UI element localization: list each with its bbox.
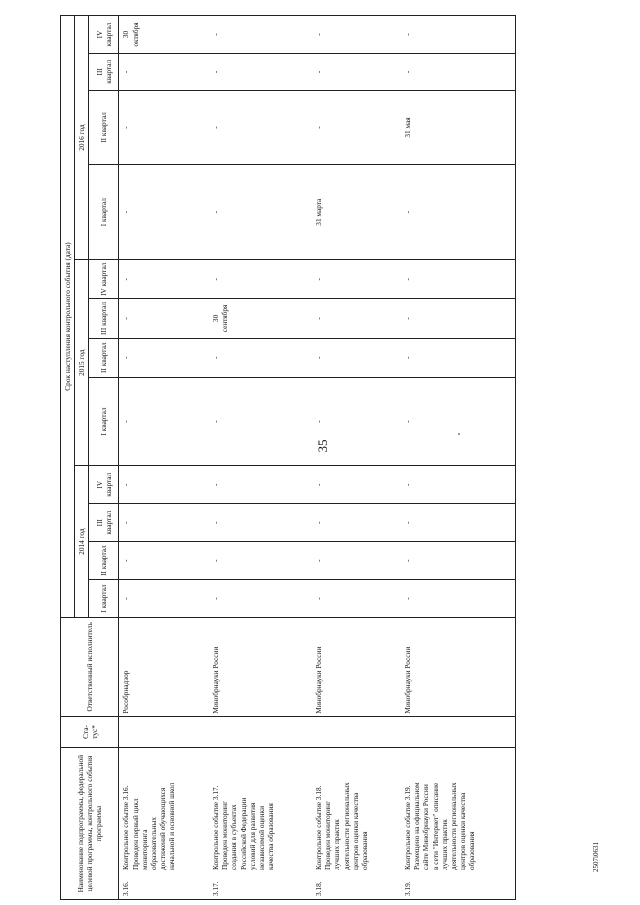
event-line: образовательных xyxy=(149,817,159,870)
status-cell xyxy=(209,716,312,748)
quarter-cell: - xyxy=(401,165,516,260)
event-line: центров оценки качества xyxy=(350,792,360,870)
quarter-cell: - xyxy=(209,165,312,260)
event-line: в сети "Интернет" описание xyxy=(430,782,440,870)
event-line: образования xyxy=(359,831,369,870)
event-title: Контрольное событие 3.16. xyxy=(121,785,131,870)
quarter-cell: - xyxy=(401,260,516,299)
event-line: центров оценки качества xyxy=(458,792,468,870)
quarter-cell: 31 марта xyxy=(312,165,401,260)
page-number: 35 xyxy=(315,439,330,453)
quarter-cell: - xyxy=(119,466,209,504)
event-line: достижений обучающихся xyxy=(158,787,168,870)
quarter-cell: - xyxy=(209,466,312,504)
header-quarter: I квартал xyxy=(89,165,119,260)
header-quarter: IV квартал xyxy=(89,16,119,54)
quarter-cell: - xyxy=(312,90,401,165)
status-cell xyxy=(119,716,209,748)
event-number: 3.16. xyxy=(121,881,131,896)
quarter-cell: - xyxy=(119,338,209,377)
event-title: Контрольное событие 3.17. xyxy=(210,785,220,870)
event-line: Российской Федерации xyxy=(238,797,248,870)
event-number: 3.17. xyxy=(210,881,220,896)
header-year-2014: 2014 год xyxy=(75,466,89,618)
quarter-cell: - xyxy=(312,580,401,618)
quarter-cell: - xyxy=(209,542,312,580)
quarter-cell: - xyxy=(312,504,401,542)
document-code: 2507i0631 xyxy=(592,842,600,872)
header-quarter: II квартал xyxy=(89,338,119,377)
quarter-cell: 30 сентября xyxy=(209,299,312,338)
event-line: начальной и основной школ xyxy=(167,782,177,870)
quarter-cell: - xyxy=(209,54,312,91)
quarter-cell: - xyxy=(312,466,401,504)
event-line: независимой оценки xyxy=(256,806,266,870)
event-name-cell xyxy=(209,748,312,900)
table-row xyxy=(401,16,516,900)
quarter-cell: - xyxy=(119,54,209,91)
event-line: деятельности региональных xyxy=(448,782,458,870)
quarter-cell: - xyxy=(312,260,401,299)
header-quarter: II квартал xyxy=(89,90,119,165)
quarter-cell: - xyxy=(401,580,516,618)
event-line: создания в субъектах xyxy=(229,804,239,870)
quarter-cell: - xyxy=(119,377,209,466)
quarter-cell: - xyxy=(209,260,312,299)
quarter-cell: - xyxy=(312,338,401,377)
header-quarter: IV квартал xyxy=(89,466,119,504)
quarter-cell: - xyxy=(401,16,516,54)
event-name-cell xyxy=(401,748,516,900)
responsible-cell: Минобрнауки России xyxy=(401,618,516,717)
event-line: деятельности региональных xyxy=(341,782,351,870)
event-name-cell xyxy=(312,748,401,900)
event-line: мониторинга xyxy=(139,829,149,870)
quarter-cell: - xyxy=(401,299,516,338)
quarter-cell: - xyxy=(209,16,312,54)
quarter-cell: - xyxy=(119,542,209,580)
header-status: Ста-тус* xyxy=(61,716,119,748)
header-quarter: I квартал xyxy=(89,377,119,466)
quarter-cell: - xyxy=(401,542,516,580)
rotated-table-container xyxy=(60,15,585,900)
header-responsible: Ответственный исполнитель xyxy=(61,618,119,717)
control-events-table xyxy=(60,15,516,900)
table-row xyxy=(312,16,401,900)
header-quarter: III квартал xyxy=(89,299,119,338)
header-deadline-group: Срок наступления контрольного события (дата) xyxy=(61,16,75,618)
quarter-cell: - xyxy=(312,542,401,580)
event-line: качества образования xyxy=(266,803,276,870)
quarter-cell: - xyxy=(119,165,209,260)
event-line: сайте Минобрнауки России xyxy=(421,784,431,870)
event-line: Размещено на официальном xyxy=(412,782,422,870)
responsible-cell: Минобрнауки России xyxy=(209,618,312,717)
event-line: Проведен мониторинг xyxy=(220,800,230,870)
event-name-cell xyxy=(119,748,209,900)
event-line: Проведен первый цикл xyxy=(130,798,140,870)
table-row xyxy=(209,16,312,900)
quarter-cell: - xyxy=(312,16,401,54)
header-year-2016: 2016 год xyxy=(75,16,89,260)
quarter-cell: - xyxy=(312,54,401,91)
responsible-cell: Рособрнадзор xyxy=(119,618,209,717)
event-number: 3.19. xyxy=(402,881,412,896)
quarter-cell: - xyxy=(209,338,312,377)
header-quarter: III квартал xyxy=(89,504,119,542)
quarter-cell: - xyxy=(119,504,209,542)
event-number: 3.18. xyxy=(313,881,323,896)
header-quarter: II квартал xyxy=(89,542,119,580)
event-line: лучших практик xyxy=(439,819,449,870)
quarter-cell: - xyxy=(119,90,209,165)
quarter-cell: - xyxy=(209,504,312,542)
quarter-cell: - xyxy=(401,377,516,466)
header-name: Наименование подпрограммы, федеральной целевой программы, контрольного события программы xyxy=(61,748,119,900)
quarter-cell: - xyxy=(119,260,209,299)
status-cell xyxy=(401,716,516,748)
responsible-cell: Минобрнауки России xyxy=(312,618,401,717)
quarter-cell: - xyxy=(401,466,516,504)
event-line: условий для развития xyxy=(247,802,257,870)
quarter-cell: 31 мая xyxy=(401,90,516,165)
table-row xyxy=(119,16,209,900)
quarter-cell: - xyxy=(312,299,401,338)
quarter-cell: - xyxy=(209,90,312,165)
header-quarter: IV квартал xyxy=(89,260,119,299)
header-quarter: III квартал xyxy=(89,54,119,91)
header-year-2015: 2015 год xyxy=(75,260,89,466)
quarter-cell: - xyxy=(401,504,516,542)
status-cell xyxy=(312,716,401,748)
quarter-cell: - xyxy=(401,54,516,91)
event-line: лучших практик xyxy=(332,819,342,870)
quarter-cell: - xyxy=(119,580,209,618)
event-title: Контрольное событие 3.18. xyxy=(313,785,323,870)
quarter-cell: - xyxy=(401,338,516,377)
quarter-cell: - xyxy=(312,377,401,466)
header-quarter: I квартал xyxy=(89,580,119,618)
quarter-cell: - xyxy=(119,299,209,338)
quarter-cell: 30 октября xyxy=(119,16,209,54)
quarter-cell: - xyxy=(209,580,312,618)
event-line: образования xyxy=(467,831,477,870)
quarter-cell: - xyxy=(209,377,312,466)
event-line: Проведен мониторинг xyxy=(323,800,333,870)
event-title: Контрольное событие 3.19. xyxy=(402,785,412,870)
